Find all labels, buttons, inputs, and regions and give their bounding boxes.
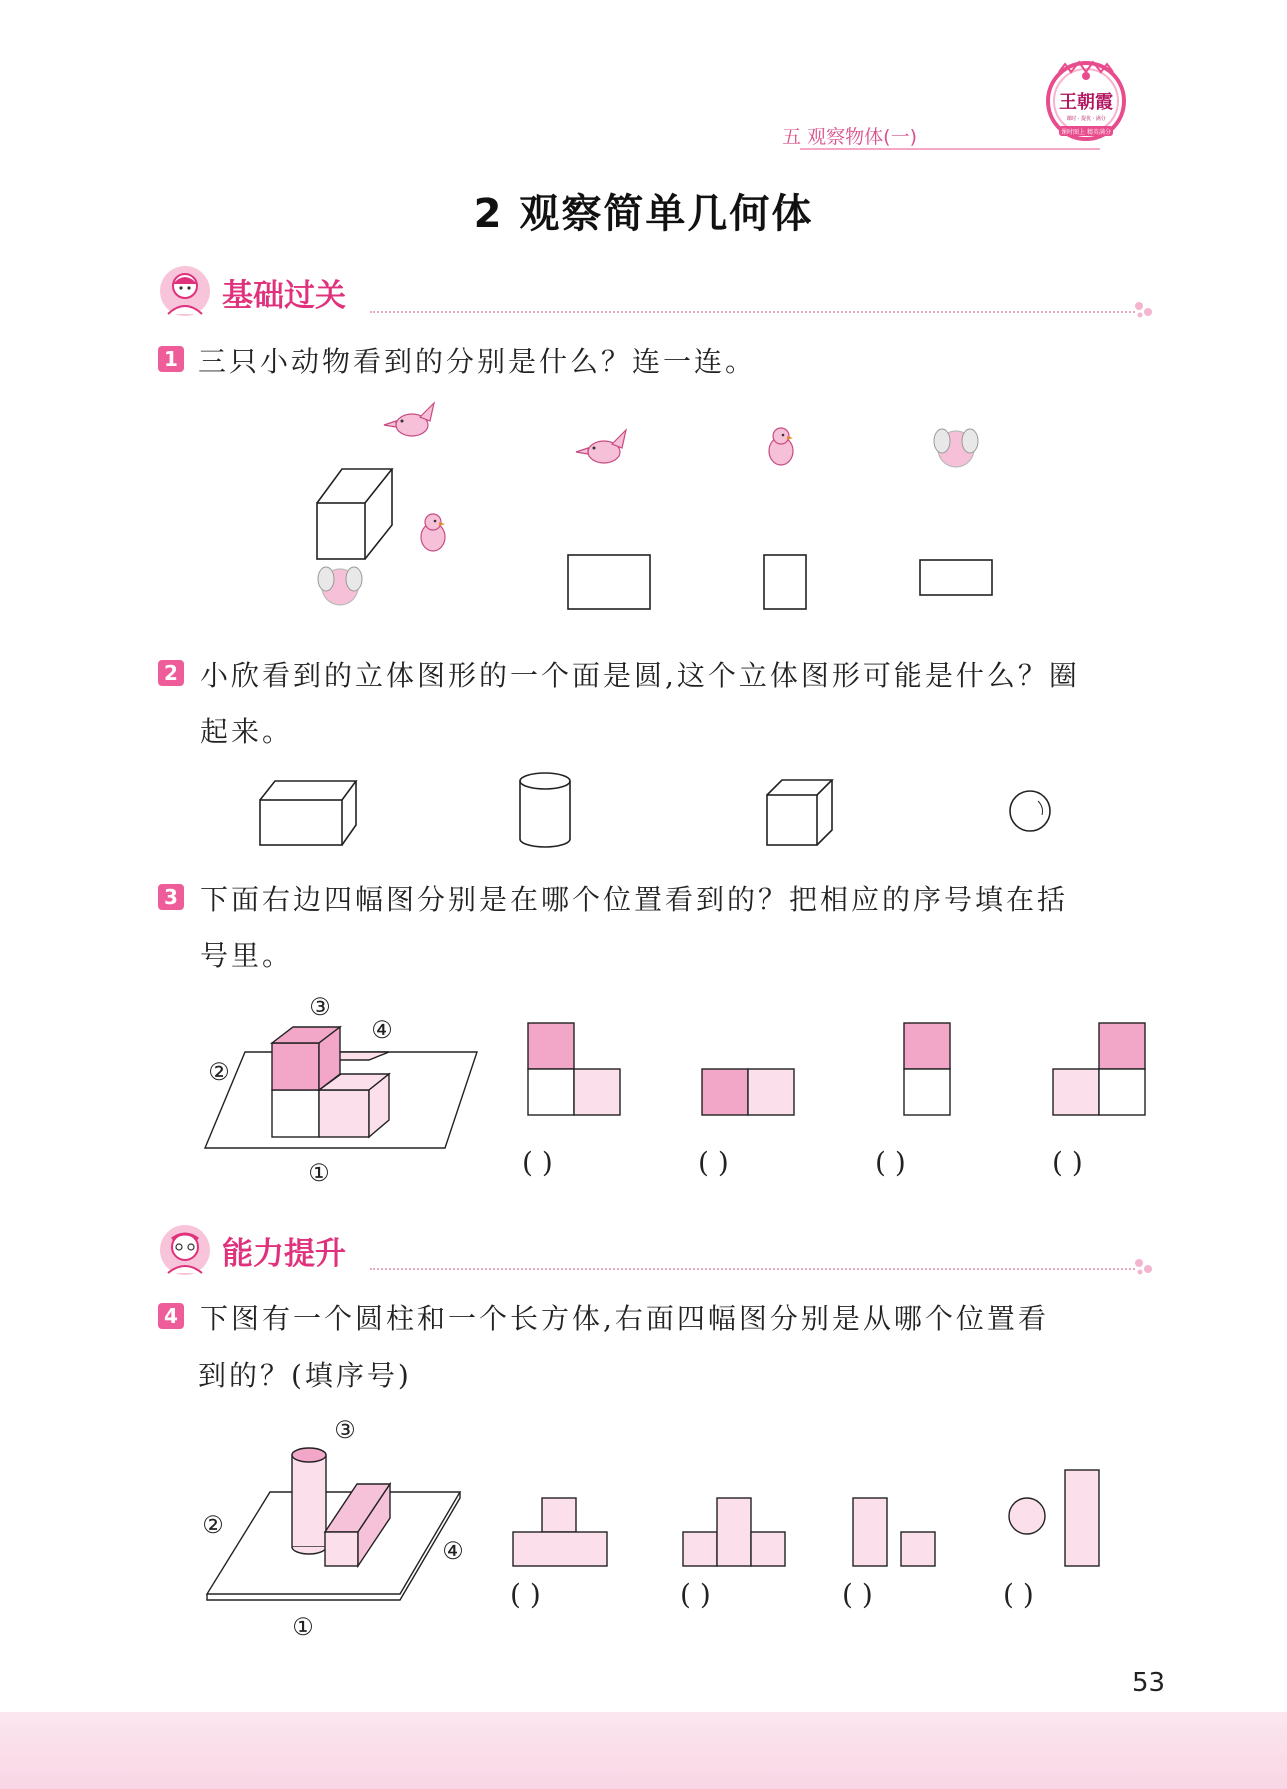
q3-position-3: ③	[309, 993, 331, 1021]
question-3-number: 3	[158, 884, 184, 910]
puppy-icon	[934, 429, 978, 467]
question-3-text-line2: 号里。	[200, 939, 294, 972]
q4-position-3: ③	[334, 1416, 356, 1444]
box-3d	[317, 469, 392, 559]
q3-answer-d[interactable]: ( )	[1052, 1146, 1083, 1179]
q4-view-c	[853, 1498, 935, 1566]
q3-figure	[195, 990, 475, 1190]
q4-position-1: ①	[292, 1613, 314, 1641]
advanced-section-heading: 能力提升	[222, 1236, 346, 1272]
basic-section-dots	[1134, 300, 1158, 318]
q3-position-4: ④	[371, 1016, 393, 1044]
q3-view-c	[904, 1023, 950, 1115]
question-4-number: 4	[158, 1303, 184, 1329]
q4-answer-a[interactable]: ( )	[510, 1578, 541, 1611]
q4-answer-c[interactable]: ( )	[842, 1578, 873, 1611]
q3-position-1: ①	[308, 1159, 330, 1187]
advanced-section-icon	[158, 1223, 212, 1277]
question-4-text-line1: 下图有一个圆柱和一个长方体,右面四幅图分别是从哪个位置看	[200, 1302, 1049, 1335]
q3-view-b	[702, 1069, 794, 1115]
chapter-label: 五 观察物体(一)	[782, 126, 917, 148]
q4-position-2: ②	[202, 1511, 224, 1539]
q1-figure	[300, 395, 1020, 625]
question-2-number: 2	[158, 660, 184, 686]
page-number: 53	[1132, 1668, 1166, 1698]
q4-views	[505, 1465, 1125, 1575]
view-wide-rectangle	[568, 555, 650, 609]
cube-shape	[767, 780, 832, 845]
q3-views	[525, 1020, 1165, 1120]
logo-tagline: 课时 · 提优 · 满分	[1066, 116, 1106, 122]
bird-icon	[576, 430, 626, 463]
bird-icon	[384, 403, 434, 436]
page-title: 2 观察简单几何体	[473, 191, 814, 237]
cuboid-shape	[260, 781, 356, 845]
q4-view-d	[1009, 1470, 1099, 1566]
basic-section-rule	[370, 311, 1135, 313]
q3-view-a	[528, 1023, 620, 1115]
question-1-number: 1	[158, 346, 184, 372]
q3-position-2: ②	[208, 1058, 230, 1086]
logo-footer: 课时图上 精英满分	[1061, 129, 1111, 136]
puppy-icon	[318, 567, 362, 605]
chapter-underline	[800, 148, 1100, 150]
view-flat-rectangle	[920, 560, 992, 595]
publisher-logo	[1045, 60, 1127, 142]
question-2-text-line2: 起来。	[200, 715, 294, 748]
q4-answer-d[interactable]: ( )	[1003, 1578, 1034, 1611]
question-1-text: 三只小动物看到的分别是什么？连一连。	[198, 345, 757, 378]
q4-view-a	[513, 1498, 607, 1566]
q3-answer-a[interactable]: ( )	[522, 1146, 553, 1179]
footer-band	[0, 1712, 1287, 1789]
q4-view-b	[683, 1498, 785, 1566]
question-3-text-line1: 下面右边四幅图分别是在哪个位置看到的？把相应的序号填在括	[200, 883, 1069, 916]
q3-view-d	[1053, 1023, 1145, 1115]
advanced-section-rule	[370, 1268, 1135, 1270]
question-4-text-line2: 到的？(填序号)	[198, 1359, 412, 1392]
q4-answer-b[interactable]: ( )	[680, 1578, 711, 1611]
sphere-shape	[1010, 791, 1050, 831]
chick-icon	[769, 428, 793, 465]
logo-text: 王朝霞	[1059, 92, 1113, 113]
basic-section-heading: 基础过关	[222, 278, 346, 314]
view-tall-rectangle	[764, 555, 806, 609]
chick-icon	[421, 514, 445, 551]
q2-shapes	[250, 765, 1070, 855]
q4-position-4: ④	[442, 1537, 464, 1565]
q3-answer-c[interactable]: ( )	[875, 1146, 906, 1179]
cylinder-shape	[520, 773, 570, 847]
advanced-section-dots	[1134, 1257, 1158, 1275]
question-2-text-line1: 小欣看到的立体图形的一个面是圆,这个立体图形可能是什么？圈	[200, 659, 1080, 692]
q4-figure	[195, 1410, 475, 1640]
basic-section-icon	[158, 264, 212, 318]
q3-answer-b[interactable]: ( )	[698, 1146, 729, 1179]
